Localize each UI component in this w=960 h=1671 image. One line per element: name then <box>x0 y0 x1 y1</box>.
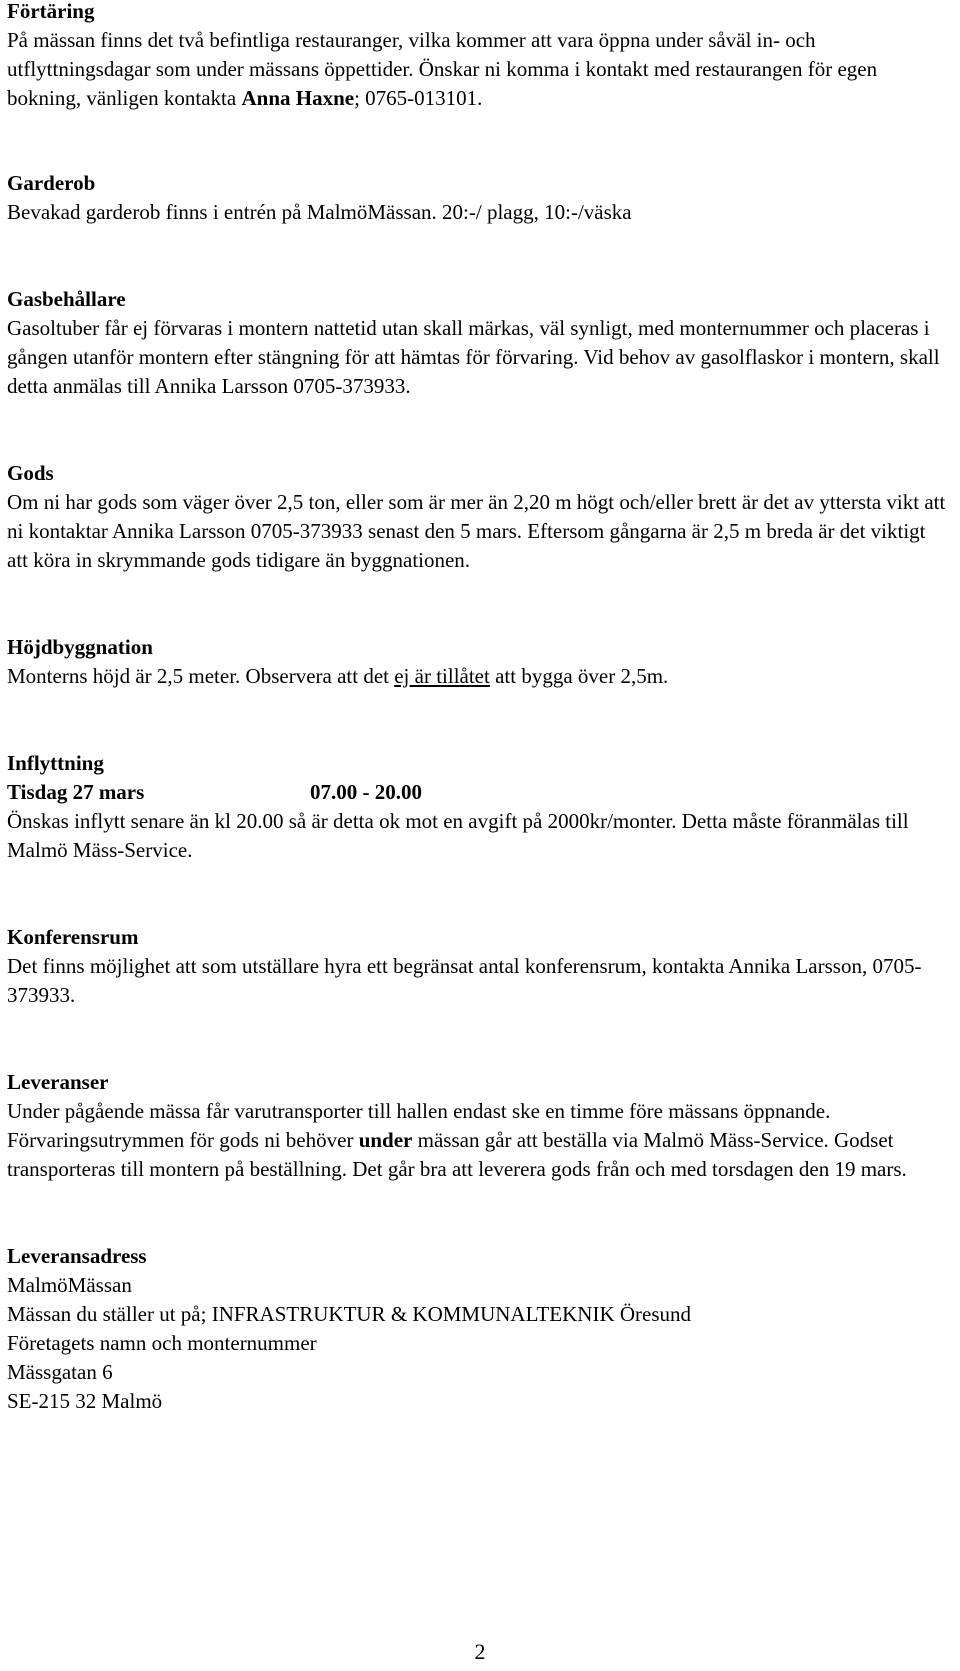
document-page <box>7 0 947 1416</box>
section-fortaring <box>7 0 947 113</box>
section-heading: Inflyttning <box>7 751 104 775</box>
section-heading: Gasbehållare <box>7 287 126 311</box>
bold-text: under <box>358 1128 413 1152</box>
section-garderob <box>7 169 947 227</box>
section-hojdbyggnation <box>7 633 947 691</box>
section-text: Monterns höjd är 2,5 meter. Observera att det ej är tillåtet att bygga över 2,5m. <box>7 664 669 688</box>
section-heading: Konferensrum <box>7 925 139 949</box>
section-text: Det finns möjlighet att som utställare hyra ett begränsat antal konferensrum, kontakta Annika Larsson, 0705- 373933. <box>7 954 922 1007</box>
section-text: Under pågående mässa får varutransporter till hallen endast ske en timme före mässans öppnande. Förvaringsutrymmen för gods ni behöver under mässan går att beställa via Malmö Mäss-Service. Godset transporteras till montern på beställning. Det går bra att leverera gods från och med torsdagen den 19 mars. <box>7 1099 907 1181</box>
address-line: MalmöMässan <box>7 1273 132 1297</box>
address-line: Företagets namn och monternummer <box>7 1331 317 1355</box>
address-line: Mässan du ställer ut på; INFRASTRUKTUR & KOMMUNALTEKNIK Öresund <box>7 1302 692 1326</box>
page-number: 2 <box>474 1639 486 1664</box>
section-text: Önskas inflytt senare än kl 20.00 så är detta ok mot en avgift på 2000kr/monter. Detta måste föranmälas till Malmö Mäss-Service. <box>7 809 909 862</box>
schedule-time: 07.00 - 20.00 <box>310 780 422 804</box>
address-line: Mässgatan 6 <box>7 1360 113 1384</box>
section-gods <box>7 459 947 575</box>
section-heading: Höjdbyggnation <box>7 635 153 659</box>
section-heading: Leveransadress <box>7 1244 147 1268</box>
section-heading: Garderob <box>7 171 96 195</box>
section-heading: Gods <box>7 461 54 485</box>
underlined-text: ej är tillåtet <box>394 664 490 688</box>
schedule-day: Tisdag 27 mars <box>7 780 145 804</box>
schedule-row <box>7 778 947 807</box>
section-konferensrum <box>7 923 947 1010</box>
contact-name: Anna Haxne <box>241 86 355 110</box>
section-text: Om ni har gods som väger över 2,5 ton, eller som är mer än 2,20 m högt och/eller brett är det av yttersta vikt att ni kontaktar Annika Larsson 0705-373933 senast den 5 mars. Eftersom gångarna är 2,5 m breda är det viktigt att köra in skrymmande gods tidigare än byggnationen. <box>7 490 946 572</box>
section-text: På mässan finns det två befintliga restauranger, vilka kommer att vara öppna under såväl in- och utflyttningsdagar som under mässans öppettider. Önskar ni komma i kontakt med restaurangen för egen bokning, vänligen kontakta Anna Haxne; 0765-013101. <box>7 28 878 110</box>
section-gasbehallare <box>7 285 947 401</box>
section-text: Bevakad garderob finns i entrén på MalmöMässan. 20:-/ plagg, 10:-/väska <box>7 200 632 224</box>
address-line: SE-215 32 Malmö <box>7 1389 163 1413</box>
section-heading: Leveranser <box>7 1070 109 1094</box>
section-leveranser <box>7 1068 947 1184</box>
section-leveransadress <box>7 1242 947 1416</box>
section-inflyttning <box>7 749 947 865</box>
section-text: Gasoltuber får ej förvaras i montern nattetid utan skall märkas, väl synligt, med monternummer och placeras i gången utanför montern efter stängning för att hämtas för förvaring. Vid behov av gasolflaskor i montern, skall detta anmälas till Annika Larsson 0705-373933. <box>7 316 940 398</box>
section-heading: Förtäring <box>7 0 95 23</box>
